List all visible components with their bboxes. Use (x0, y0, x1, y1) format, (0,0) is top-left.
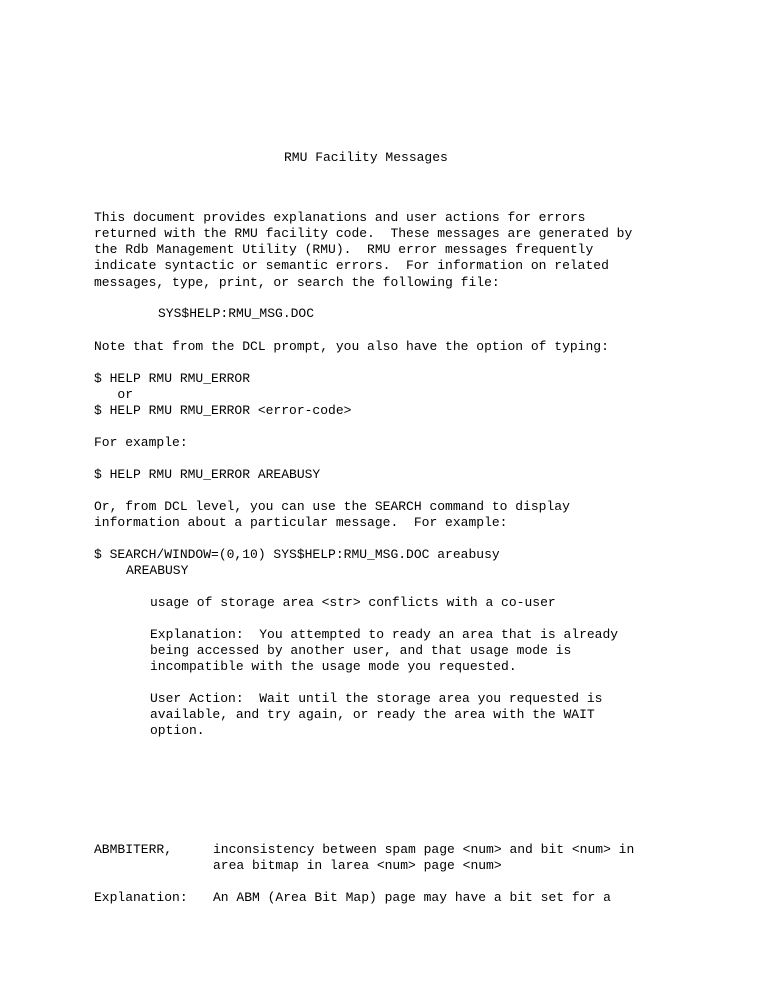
example-user-action-line: User Action: Wait until the storage area you requested is (150, 691, 603, 706)
search-intro-line: information about a particular message. For example: (94, 515, 508, 530)
help-example-command: $ HELP RMU RMU_ERROR AREABUSY (94, 467, 321, 482)
entry-text-line: area bitmap in larea <num> page <num> (213, 858, 502, 873)
example-user-action-line: option. (150, 723, 205, 738)
document-title: RMU Facility Messages (284, 150, 448, 165)
intro-line: returned with the RMU facility code. These messages are generated by (94, 226, 633, 241)
example-user-action-line: available, and try again, or ready the area with the WAIT (150, 707, 595, 722)
example-explanation-line: being accessed by another user, and that usage mode is (150, 643, 572, 658)
intro-line: indicate syntactic or semantic errors. For information on related (94, 258, 609, 273)
example-message-code: AREABUSY (126, 563, 189, 578)
help-command-or: or (94, 387, 134, 402)
help-command: $ HELP RMU RMU_ERROR (94, 371, 251, 386)
example-explanation-line: incompatible with the usage mode you requested. (150, 659, 517, 674)
search-intro-line: Or, from DCL level, you can use the SEARCH command to display (94, 499, 570, 514)
help-command: $ HELP RMU RMU_ERROR <error-code> (94, 403, 352, 418)
example-explanation-line: Explanation: You attempted to ready an area that is already (150, 627, 619, 642)
entry-explanation-label: Explanation: (94, 890, 188, 905)
intro-line: This document provides explanations and user actions for errors (94, 210, 586, 225)
file-path: SYS$HELP:RMU_MSG.DOC (158, 306, 315, 321)
entry-explanation-text: An ABM (Area Bit Map) page may have a bit set for a (213, 890, 611, 905)
intro-line: messages, type, print, or search the following file: (94, 275, 500, 290)
entry-text-line: inconsistency between spam page <num> and bit <num> in (213, 842, 635, 857)
search-command: $ SEARCH/WINDOW=(0,10) SYS$HELP:RMU_MSG.DOC areabusy (94, 547, 500, 562)
intro-line: the Rdb Management Utility (RMU). RMU error messages frequently (94, 242, 594, 257)
entry-code: ABMBITERR, (94, 842, 173, 857)
note-line: Note that from the DCL prompt, you also have the option of typing: (94, 339, 609, 354)
for-example-label: For example: (94, 435, 188, 450)
example-message-text: usage of storage area <str> conflicts with a co-user (150, 595, 556, 610)
